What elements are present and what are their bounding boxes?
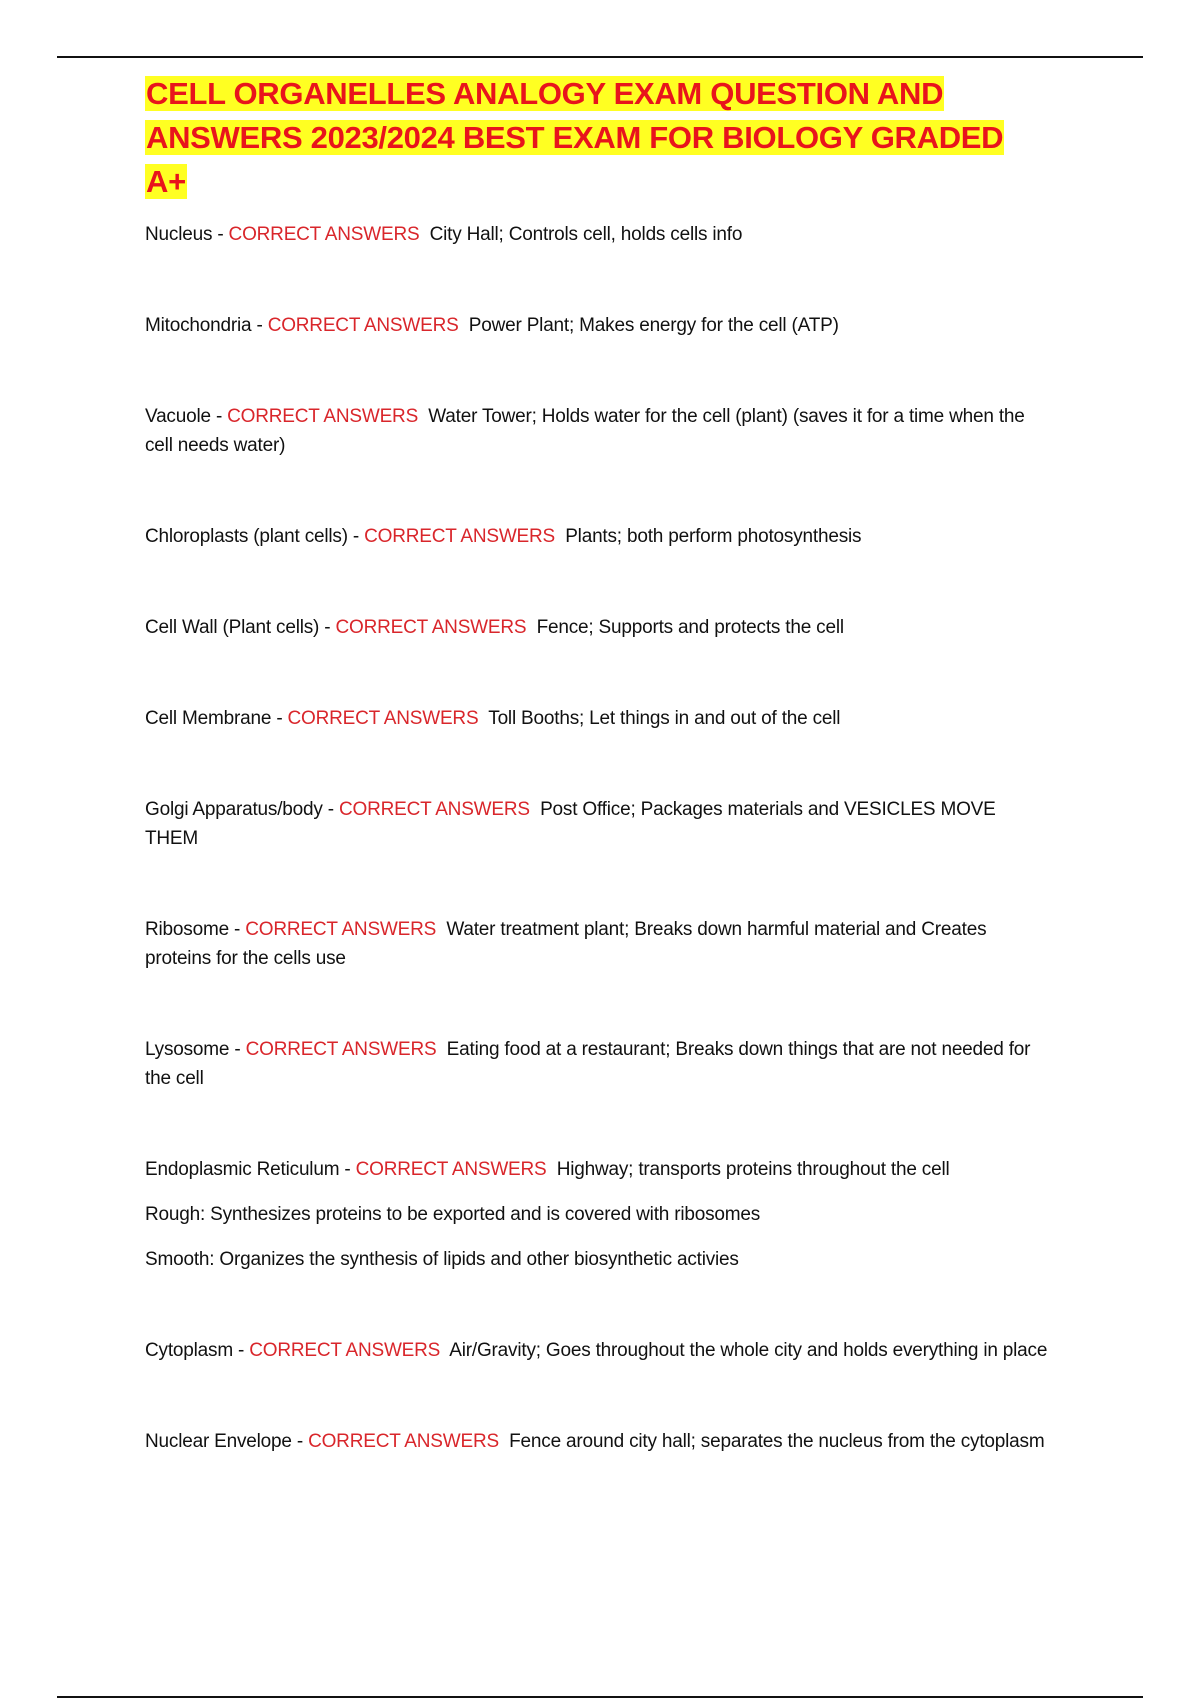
- entry-term: Golgi Apparatus/body: [145, 799, 323, 820]
- entry-cell-membrane: Cell Membrane - CORRECT ANSWERS Toll Booths; Let things in and out of the cell: [145, 708, 841, 729]
- entry-chloroplasts: Chloroplasts (plant cells) - CORRECT ANSWERS Plants; both perform photosynthesis: [145, 526, 862, 547]
- entry-nuclear-envelope: Nuclear Envelope - CORRECT ANSWERS Fence around city hall; separates the nucleus from the cytoplasm: [145, 1431, 1045, 1452]
- entry-answer: Highway; transports proteins throughout the cell: [556, 1159, 950, 1180]
- entry-term: Cell Membrane: [145, 708, 272, 729]
- answer-tag: CORRECT ANSWERS: [308, 1431, 499, 1452]
- entry-answer: City Hall; Controls cell, holds cells info: [429, 224, 743, 245]
- entry-answer: Fence around city hall; separates the nucleus from the cytoplasm: [509, 1431, 1045, 1452]
- entry-answer: Toll Booths; Let things in and out of the cell: [488, 708, 841, 729]
- answer-tag: CORRECT ANSWERS: [287, 708, 479, 729]
- entry-cell-wall: Cell Wall (Plant cells) - CORRECT ANSWERS Fence; Supports and protects the cell: [145, 617, 844, 638]
- answer-tag: CORRECT ANSWERS: [335, 617, 527, 638]
- answer-tag: CORRECT ANSWERS: [245, 1039, 437, 1060]
- entry-answer: Post Office; Packages materials and VESICLES MOVE THEM: [145, 799, 996, 849]
- entry-cytoplasm: Cytoplasm - CORRECT ANSWERS Air/Gravity; Goes throughout the whole city and holds everything in place: [145, 1340, 1048, 1361]
- bottom-rule: [57, 1696, 1143, 1698]
- entry-answer: Plants; both perform photosynthesis: [565, 526, 862, 547]
- entry-ribosome: Ribosome - CORRECT ANSWERS Water treatment plant; Breaks down harmful material and Creates proteins for the cells use: [145, 919, 987, 969]
- entry-term: Chloroplasts (plant cells): [145, 526, 348, 547]
- answer-tag: CORRECT ANSWERS: [364, 526, 556, 547]
- entry-vacuole: Vacuole - CORRECT ANSWERS Water Tower; Holds water for the cell (plant) (saves it for a time when the cell needs water): [145, 406, 1025, 456]
- document-page: [145, 72, 1050, 1456]
- entry-term: Endoplasmic Reticulum: [145, 1159, 340, 1180]
- entry-golgi: Golgi Apparatus/body - CORRECT ANSWERS Post Office; Packages materials and VESICLES MOVE THEM: [145, 799, 996, 849]
- answer-tag: CORRECT ANSWERS: [228, 224, 420, 245]
- entry-answer: Air/Gravity; Goes throughout the whole city and holds everything in place: [449, 1340, 1048, 1361]
- entry-answer: Fence; Supports and protects the cell: [536, 617, 844, 638]
- title-highlight: CELL ORGANELLES ANALOGY EXAM QUESTION AND ANSWERS 2023/2024 BEST EXAM FOR BIOLOGY GRADED A+: [146, 76, 1004, 199]
- entry-term: Cell Wall (Plant cells): [145, 617, 320, 638]
- answer-tag: CORRECT ANSWERS: [355, 1159, 547, 1180]
- entry-lysosome: Lysosome - CORRECT ANSWERS Eating food at a restaurant; Breaks down things that are not needed for the cell: [145, 1039, 1031, 1089]
- entry-term: Lysosome: [145, 1039, 230, 1060]
- entry-term: Ribosome: [145, 919, 229, 940]
- document-title: [145, 72, 1050, 204]
- entry-term: Vacuole: [145, 406, 211, 427]
- entry-term: Cytoplasm: [145, 1340, 233, 1361]
- answer-tag: CORRECT ANSWERS: [245, 919, 437, 940]
- entry-mitochondria: Mitochondria - CORRECT ANSWERS Power Plant; Makes energy for the cell (ATP): [145, 315, 839, 336]
- entry-answer: Water Tower; Holds water for the cell (plant) (saves it for a time when the cell needs water): [145, 406, 1025, 456]
- entry-answer: Power Plant; Makes energy for the cell (ATP): [468, 315, 839, 336]
- entry-answer: Water treatment plant; Breaks down harmful material and Creates proteins for the cells use: [145, 919, 987, 969]
- entry-nucleus: Nucleus - CORRECT ANSWERS City Hall; Controls cell, holds cells info: [145, 224, 743, 245]
- answer-tag: CORRECT ANSWERS: [338, 799, 530, 820]
- entry-term: Mitochondria: [145, 315, 252, 336]
- entry-term: Nucleus: [145, 224, 213, 245]
- answer-tag: CORRECT ANSWERS: [267, 315, 459, 336]
- er-rough-detail: Rough: Synthesizes proteins to be exported and is covered with ribosomes: [145, 1204, 761, 1225]
- answer-tag: CORRECT ANSWERS: [227, 406, 419, 427]
- er-smooth-detail: Smooth: Organizes the synthesis of lipids and other biosynthetic activies: [145, 1249, 739, 1270]
- answer-tag: CORRECT ANSWERS: [249, 1340, 441, 1361]
- entry-term: Nuclear Envelope: [145, 1431, 292, 1452]
- entry-endoplasmic-reticulum: Endoplasmic Reticulum - CORRECT ANSWERS Highway; transports proteins throughout the cell: [145, 1159, 950, 1180]
- top-rule: [57, 56, 1143, 58]
- entry-answer: Eating food at a restaurant; Breaks down things that are not needed for the cell: [145, 1039, 1031, 1089]
